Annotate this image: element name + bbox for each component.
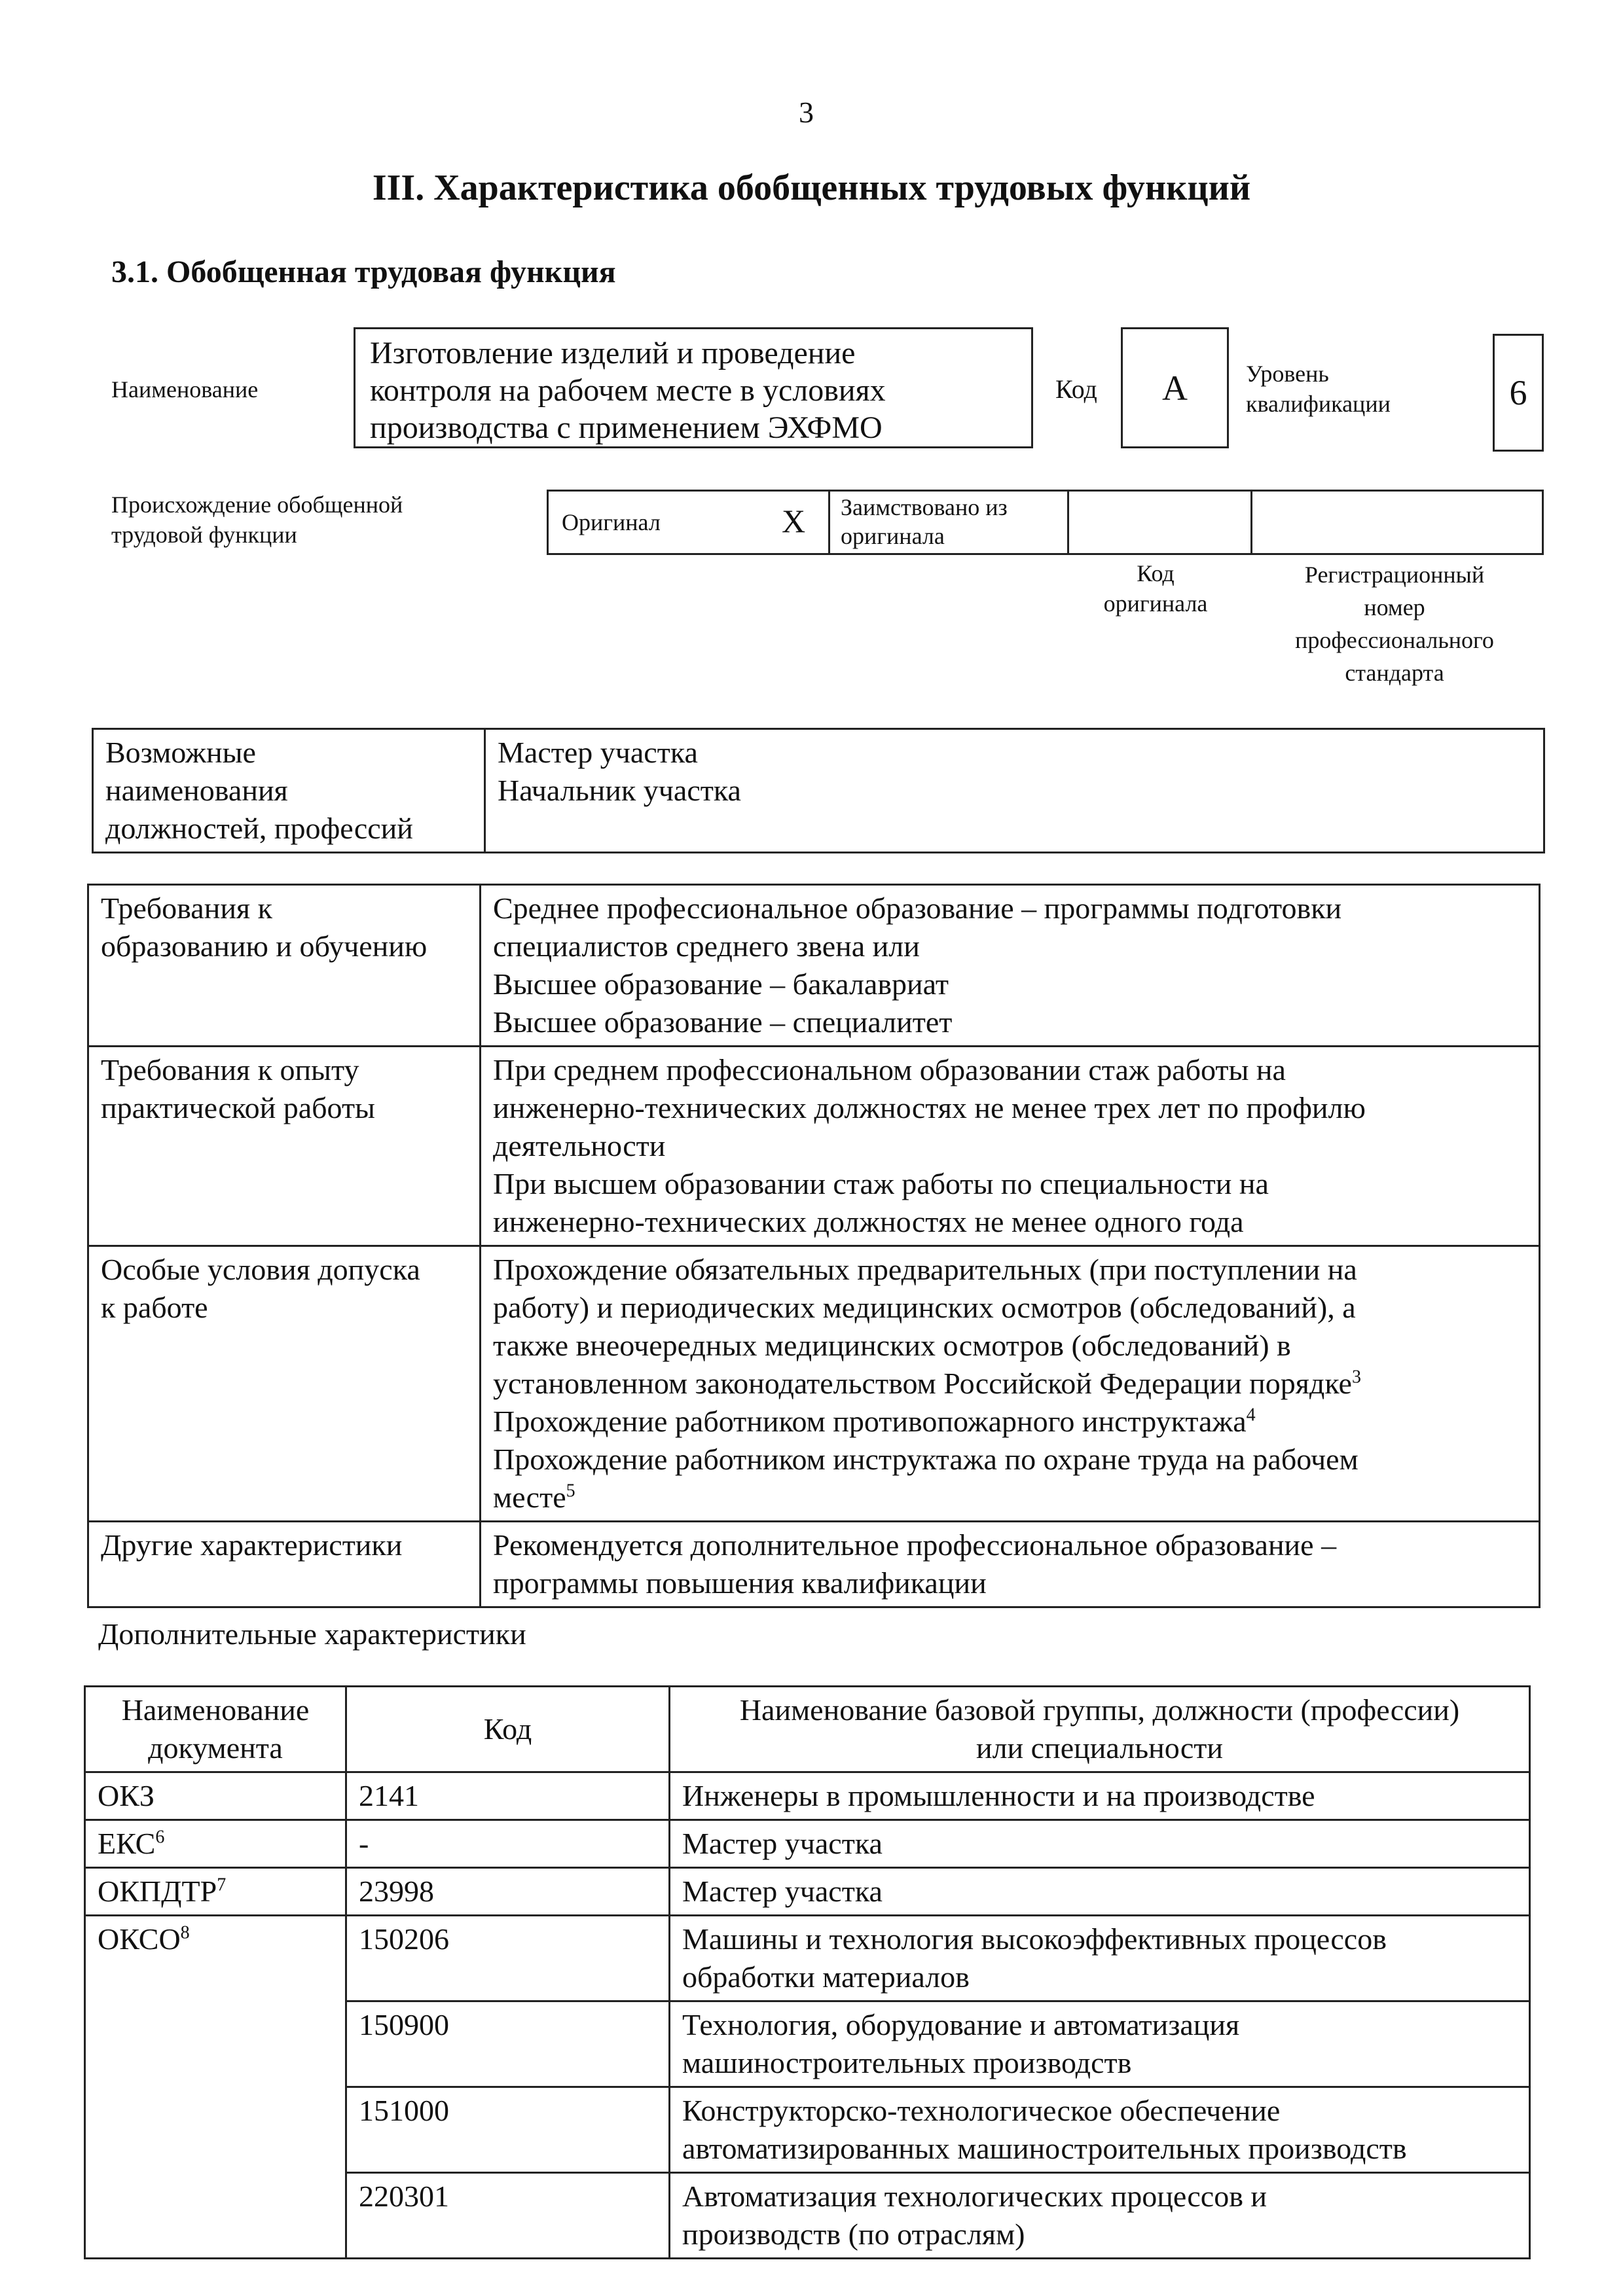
cell-text: ЕКС xyxy=(98,1827,156,1860)
code-cell: - xyxy=(346,1820,670,1868)
cell-line: Другие характеристики xyxy=(101,1528,403,1562)
borrowed-label xyxy=(841,493,1008,550)
cell-text: ОКЗ xyxy=(98,1779,155,1812)
cell-line: Инженеры в промышленности и на производстве xyxy=(682,1779,1315,1812)
position-name: Начальник участка xyxy=(498,774,741,807)
cell-text: ОКСО xyxy=(98,1922,181,1956)
level-value-box xyxy=(1493,334,1544,452)
code-cell: 23998 xyxy=(346,1868,670,1916)
name-cell xyxy=(670,2001,1530,2087)
cell-line: Прохождение обязательных предварительных (при поступлении на xyxy=(493,1253,1357,1286)
borrowed-cell xyxy=(830,492,1069,553)
requirement-value-cell xyxy=(481,1246,1540,1522)
table-row xyxy=(88,1522,1540,1607)
function-name-box xyxy=(354,327,1033,448)
positions-label-cell xyxy=(93,729,485,853)
table-row xyxy=(88,1047,1540,1246)
cell-line xyxy=(493,1479,1527,1516)
name-cell xyxy=(670,1868,1530,1916)
footnote-ref: 3 xyxy=(1351,1367,1361,1388)
code-value: A xyxy=(1162,368,1188,408)
level-label-line: Уровень xyxy=(1246,361,1329,387)
additional-table xyxy=(84,1685,1531,2259)
cell-line: автоматизированных машиностроительных производств xyxy=(682,2132,1407,2165)
cell-line: производств (по отраслям) xyxy=(682,2217,1025,2251)
caption-line: профессионального xyxy=(1295,627,1494,653)
requirements-table xyxy=(87,884,1541,1608)
caption-line: стандарта xyxy=(1345,660,1444,686)
cell-line: Наименование базовой группы, должности (профессии) xyxy=(739,1693,1460,1727)
registration-number-caption xyxy=(1250,558,1539,689)
code-label: Код xyxy=(1055,374,1097,404)
cell-line: деятельности xyxy=(493,1129,666,1162)
cell-line: Наименование xyxy=(121,1693,310,1727)
cell-line: Мастер участка xyxy=(682,1827,883,1860)
table-row xyxy=(85,1916,1530,2001)
requirement-value-cell xyxy=(481,885,1540,1047)
code-cell: 220301 xyxy=(346,2173,670,2259)
cell-line: Мастер участка xyxy=(682,1874,883,1908)
cell-line: Рекомендуется дополнительное профессиональное образование – xyxy=(493,1528,1337,1562)
cell-line: к работе xyxy=(101,1291,208,1324)
cell-line: Автоматизация технологических процессов и xyxy=(682,2179,1267,2213)
cell-line: образованию и обучению xyxy=(101,929,428,963)
cell-line: Прохождение работником инструктажа по охране труда на рабочем xyxy=(493,1443,1359,1476)
footnote-ref: 4 xyxy=(1246,1405,1256,1426)
doc-cell xyxy=(85,1916,346,2259)
table-row xyxy=(85,1772,1530,1820)
cell-line: машиностроительных производств xyxy=(682,2046,1132,2079)
cell-line: Высшее образование – специалитет xyxy=(493,1005,953,1039)
borrowed-label-line: Заимствовано из xyxy=(841,494,1008,520)
original-label: Оригинал xyxy=(562,509,661,535)
caption-line: Регистрационный xyxy=(1304,562,1485,588)
name-cell xyxy=(670,1772,1530,1820)
function-name-line: производства с применением ЭХФМО xyxy=(370,410,883,445)
header-name xyxy=(670,1687,1530,1772)
cell-line: Технология, оборудование и автоматизация xyxy=(682,2008,1240,2041)
cell-line: практической работы xyxy=(101,1091,375,1124)
cell-line: обработки материалов xyxy=(682,1960,970,1994)
cell-text: месте xyxy=(493,1480,566,1514)
cell-line: программы повышения квалификации xyxy=(493,1566,987,1600)
caption-line: оригинала xyxy=(1103,590,1208,617)
requirement-label-cell xyxy=(88,1246,481,1522)
level-value: 6 xyxy=(1509,373,1527,412)
section-title: III. Характеристика обобщенных трудовых функций xyxy=(372,168,1251,208)
positions-table xyxy=(92,728,1545,853)
table-row xyxy=(85,1868,1530,1916)
position-name: Мастер участка xyxy=(498,736,698,769)
cell-line: Среднее профессиональное образование – программы подготовки xyxy=(493,891,1342,925)
origin-label-line: Происхождение обобщенной xyxy=(111,492,403,518)
table-row xyxy=(88,885,1540,1047)
cell-line: должностей, профессий xyxy=(105,812,413,845)
cell-line: Возможные xyxy=(105,736,256,769)
table-header-row xyxy=(85,1687,1530,1772)
requirement-label-cell xyxy=(88,1047,481,1246)
subsection-title: 3.1. Обобщенная трудовая функция xyxy=(111,255,616,289)
cell-line: Особые условия допуска xyxy=(101,1253,420,1286)
name-cell xyxy=(670,1916,1530,2001)
caption-line: Код xyxy=(1137,560,1175,586)
function-name-line: контроля на рабочем месте в условиях xyxy=(370,373,886,408)
level-label xyxy=(1246,359,1391,419)
page-number: 3 xyxy=(799,96,814,129)
footnote-ref: 6 xyxy=(155,1827,165,1848)
code-cell: 150900 xyxy=(346,2001,670,2087)
code-value-box xyxy=(1121,327,1229,448)
doc-cell xyxy=(85,1772,346,1820)
code-cell: 150206 xyxy=(346,1916,670,2001)
cell-line: документа xyxy=(148,1731,283,1765)
name-label: Наименование xyxy=(111,376,259,403)
cell-text: ОКПДТР xyxy=(98,1874,217,1908)
level-label-line: квалификации xyxy=(1246,391,1391,417)
doc-cell xyxy=(85,1868,346,1916)
cell-line: Машины и технология высокоэффективных процессов xyxy=(682,1922,1387,1956)
footnote-ref: 8 xyxy=(180,1922,190,1943)
name-cell xyxy=(670,2173,1530,2259)
original-mark: X xyxy=(782,503,806,539)
cell-line: работу) и периодических медицинских осмотров (обследований), а xyxy=(493,1291,1356,1324)
cell-line: Конструкторско-технологическое обеспечение xyxy=(682,2094,1281,2127)
table-row xyxy=(88,1246,1540,1522)
name-cell xyxy=(670,2087,1530,2173)
cell-line xyxy=(493,1403,1527,1441)
cell-line: При среднем профессиональном образовании стаж работы на xyxy=(493,1053,1286,1086)
cell-line: также внеочередных медицинских осмотров (обследований) в xyxy=(493,1329,1291,1362)
cell-text: Прохождение работником противопожарного инструктажа xyxy=(493,1405,1247,1438)
footnote-ref: 5 xyxy=(566,1480,575,1501)
footnote-ref: 7 xyxy=(217,1874,227,1895)
code-cell: 151000 xyxy=(346,2087,670,2173)
cell-line: Требования к xyxy=(101,891,272,925)
code-cell: 2141 xyxy=(346,1772,670,1820)
cell-line: При высшем образовании стаж работы по специальности на xyxy=(493,1167,1269,1200)
cell-line xyxy=(493,1365,1527,1403)
caption-line: номер xyxy=(1364,594,1425,620)
cell-line: Требования к опыту xyxy=(101,1053,359,1086)
registration-number-cell xyxy=(1252,492,1544,553)
cell-line: Высшее образование – бакалавриат xyxy=(493,967,949,1001)
cell-line: или специальности xyxy=(976,1731,1224,1765)
requirement-value-cell xyxy=(481,1522,1540,1607)
requirement-label-cell xyxy=(88,885,481,1047)
header-code: Код xyxy=(346,1687,670,1772)
origin-box xyxy=(547,490,1544,555)
table-row xyxy=(93,729,1544,853)
cell-line: наименования xyxy=(105,774,288,807)
cell-text: установленном законодательством Российской Федерации порядке xyxy=(493,1367,1352,1400)
name-cell xyxy=(670,1820,1530,1868)
borrowed-label-line: оригинала xyxy=(841,523,945,549)
original-code-caption xyxy=(1070,558,1241,619)
cell-line: специалистов среднего звена или xyxy=(493,929,920,963)
function-name-line: Изготовление изделий и проведение xyxy=(370,336,856,370)
origin-label xyxy=(111,490,403,550)
requirement-value-cell xyxy=(481,1047,1540,1246)
original-cell xyxy=(549,492,830,553)
header-document xyxy=(85,1687,346,1772)
cell-line: инженерно-технических должностях не менее одного года xyxy=(493,1205,1244,1238)
original-code-cell xyxy=(1069,492,1252,553)
additional-caption: Дополнительные характеристики xyxy=(98,1617,526,1651)
table-row xyxy=(85,1820,1530,1868)
origin-label-line: трудовой функции xyxy=(111,522,297,548)
cell-line: инженерно-технических должностях не менее трех лет по профилю xyxy=(493,1091,1366,1124)
positions-values-cell xyxy=(485,729,1544,853)
doc-cell xyxy=(85,1820,346,1868)
requirement-label-cell xyxy=(88,1522,481,1607)
